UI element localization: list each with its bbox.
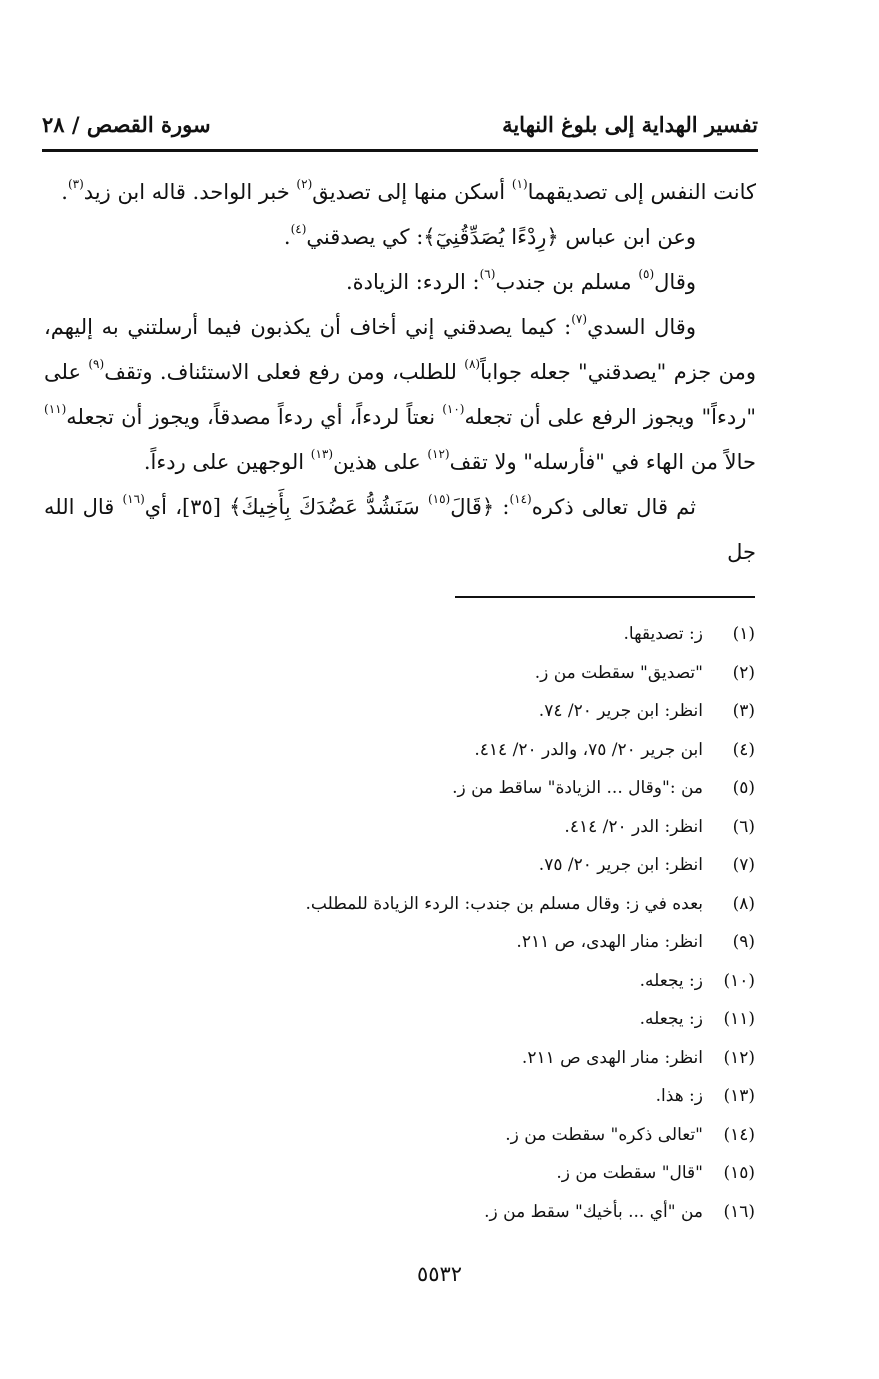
footnote-text: ز: يجعله. [639,1009,703,1029]
footnote-number: (٣) [732,701,755,721]
footnote-number: (٢) [732,662,755,683]
footnote-ref-7[interactable]: (٧) [571,312,588,326]
book-title: تفسير الهداية إلى بلوغ النهاية [502,112,758,137]
footnote-number: (٨) [732,893,755,914]
page-number: ٥٥٣٢ [416,1262,463,1286]
paragraph-5 [44,485,756,575]
footnote-number: (١١) [723,1009,755,1029]
text-run: كانت النفس إلى تصديقهما [527,180,756,204]
footnote-ref-6[interactable]: (٦) [479,267,496,281]
footnote-ref-4[interactable]: (٤) [290,222,307,236]
text-run: للطلب، ومن رفع فعلى الاستئناف. وتقف [104,360,465,384]
footnote-14 [155,1116,755,1155]
footnote-9 [155,923,755,962]
text-run: خبر الواحد. قاله ابن زيد [83,180,297,204]
text-run: : الردء: الزيادة. [345,270,480,294]
footnote-divider [455,596,755,598]
footnote-ref-10[interactable]: (١٠) [442,402,465,416]
footnote-ref-3[interactable]: (٣) [67,177,84,191]
footnote-ref-16[interactable]: (١٦) [122,492,145,506]
footnote-7 [155,846,755,885]
footnote-number: (١٦) [723,1201,755,1222]
footnote-number: (١) [732,624,755,644]
footnotes-list [155,615,755,1231]
footnote-16 [155,1193,755,1232]
main-text [44,170,756,575]
footnote-number: (٩) [732,932,755,952]
running-header [42,108,758,148]
footnote-ref-13[interactable]: (١٣) [310,447,334,461]
footnote-4 [155,731,755,770]
footnote-number: (١٣) [723,1086,755,1106]
quran-quote-start: ﴿قَالَ [450,495,495,519]
footnote-text: بعده في ز: وقال مسلم بن جندب: الردء الزيادة للمطلب. [305,893,703,914]
footnote-text: من :"وقال ... الزيادة" ساقط من ز. [452,778,703,798]
footnote-text: ز: تصديقها. [623,624,703,644]
footnote-text: "تصديق" سقطت من ز. [534,662,703,683]
footnote-3 [155,692,755,731]
footnote-11 [155,1000,755,1039]
footnote-ref-14[interactable]: (١٤) [509,492,532,506]
footnote-text: "قال" سقطت من ز. [556,1163,703,1183]
text-run: حالاً من الهاء في "فأرسله" ولا تقف [449,450,756,474]
footnote-ref-15[interactable]: (١٥) [427,492,451,506]
footnote-number: (٧) [732,855,755,875]
footnote-12 [155,1039,755,1078]
footnote-number: (١٢) [723,1047,755,1068]
footnote-number: (١٠) [723,970,755,991]
footnote-number: (٥) [732,778,755,798]
quran-quote-end: سَنَشُدُّ عَضُدَكَ بِأَخِيكَ﴾ [229,495,428,519]
text-run: قال الله جل [44,495,756,564]
footnote-text: "تعالى ذكره" سقطت من ز. [505,1124,703,1145]
paragraph-3 [44,260,756,305]
text-run: : [494,495,510,519]
footnote-ref-9[interactable]: (٩) [88,357,105,371]
text-run: على هذين [333,450,428,474]
footnote-ref-1[interactable]: (١) [511,177,528,191]
footnote-1 [155,615,755,654]
footnote-text: انظر: منار الهدى، ص ٢١١. [516,932,703,952]
footnote-6 [155,808,755,847]
footnote-text: ابن جرير ٢٠/ ٧٥، والدر ٢٠/ ٤١٤. [474,739,703,760]
footnote-text: ز: هذا. [655,1086,703,1106]
footnote-text: ز: يجعله. [639,970,703,991]
text-run: وقال السدي [587,315,696,339]
text-run: . [61,180,68,204]
footnote-10 [155,962,755,1001]
footnote-ref-8[interactable]: (٨) [464,357,481,371]
text-run: وقال [654,270,696,294]
text-run: . [283,225,291,249]
footnote-ref-5[interactable]: (٥) [638,267,655,281]
paragraph-1 [44,170,756,215]
text-run: [٣٥]، أي [144,495,230,519]
footnote-2 [155,654,755,693]
footnote-number: (١٤) [723,1124,755,1145]
footnote-number: (٦) [732,816,755,837]
text-run: الوجهين على ردءاً. [143,450,311,474]
footnote-5 [155,769,755,808]
text-run: على "ردءاً" ويجوز الرفع على أن تجعله [44,360,756,429]
text-run: وعن ابن عباس [558,225,696,249]
text-run: : كيما يصدقني إني أخاف أن يكذبون فيما أرسلتني به إليهم، ومن جزم "يصدقني" جعله جواباً [44,315,756,384]
header-divider [42,149,758,152]
surah-page-label: سورة القصص / ٢٨ [42,112,211,137]
paragraph-2 [44,215,756,260]
footnote-text: انظر: ابن جرير ٢٠/ ٧٤. [538,701,703,721]
footnote-13 [155,1077,755,1116]
quran-quote: ﴿رِدْءًا يُصَدِّقُنِيٓ﴾ [423,225,559,249]
footnote-number: (١٥) [723,1163,755,1183]
footnote-ref-11[interactable]: (١١) [44,402,67,416]
footnote-text: انظر: الدر ٢٠/ ٤١٤. [564,816,703,837]
text-run: أسكن منها إلى تصديق [312,180,512,204]
text-run: : كي يصدقني [306,225,424,249]
footnote-number: (٤) [732,739,755,760]
footnote-text: من "أي ... بأخيك" سقط من ز. [484,1201,703,1222]
footnote-15 [155,1154,755,1193]
footnote-text: انظر: ابن جرير ٢٠/ ٧٥. [538,855,703,875]
footnote-text: انظر: منار الهدى ص ٢١١. [521,1047,703,1068]
text-run: نعتاً لردءاً، أي ردءاً مصدقاً، ويجوز أن تجعله [66,405,443,429]
text-run: ثم قال تعالى ذكره [531,495,696,519]
footnote-ref-2[interactable]: (٢) [296,177,313,191]
footnote-ref-12[interactable]: (١٢) [427,447,450,461]
paragraph-4 [44,305,756,485]
text-run: مسلم بن جندب [495,270,639,294]
footnote-8 [155,885,755,924]
